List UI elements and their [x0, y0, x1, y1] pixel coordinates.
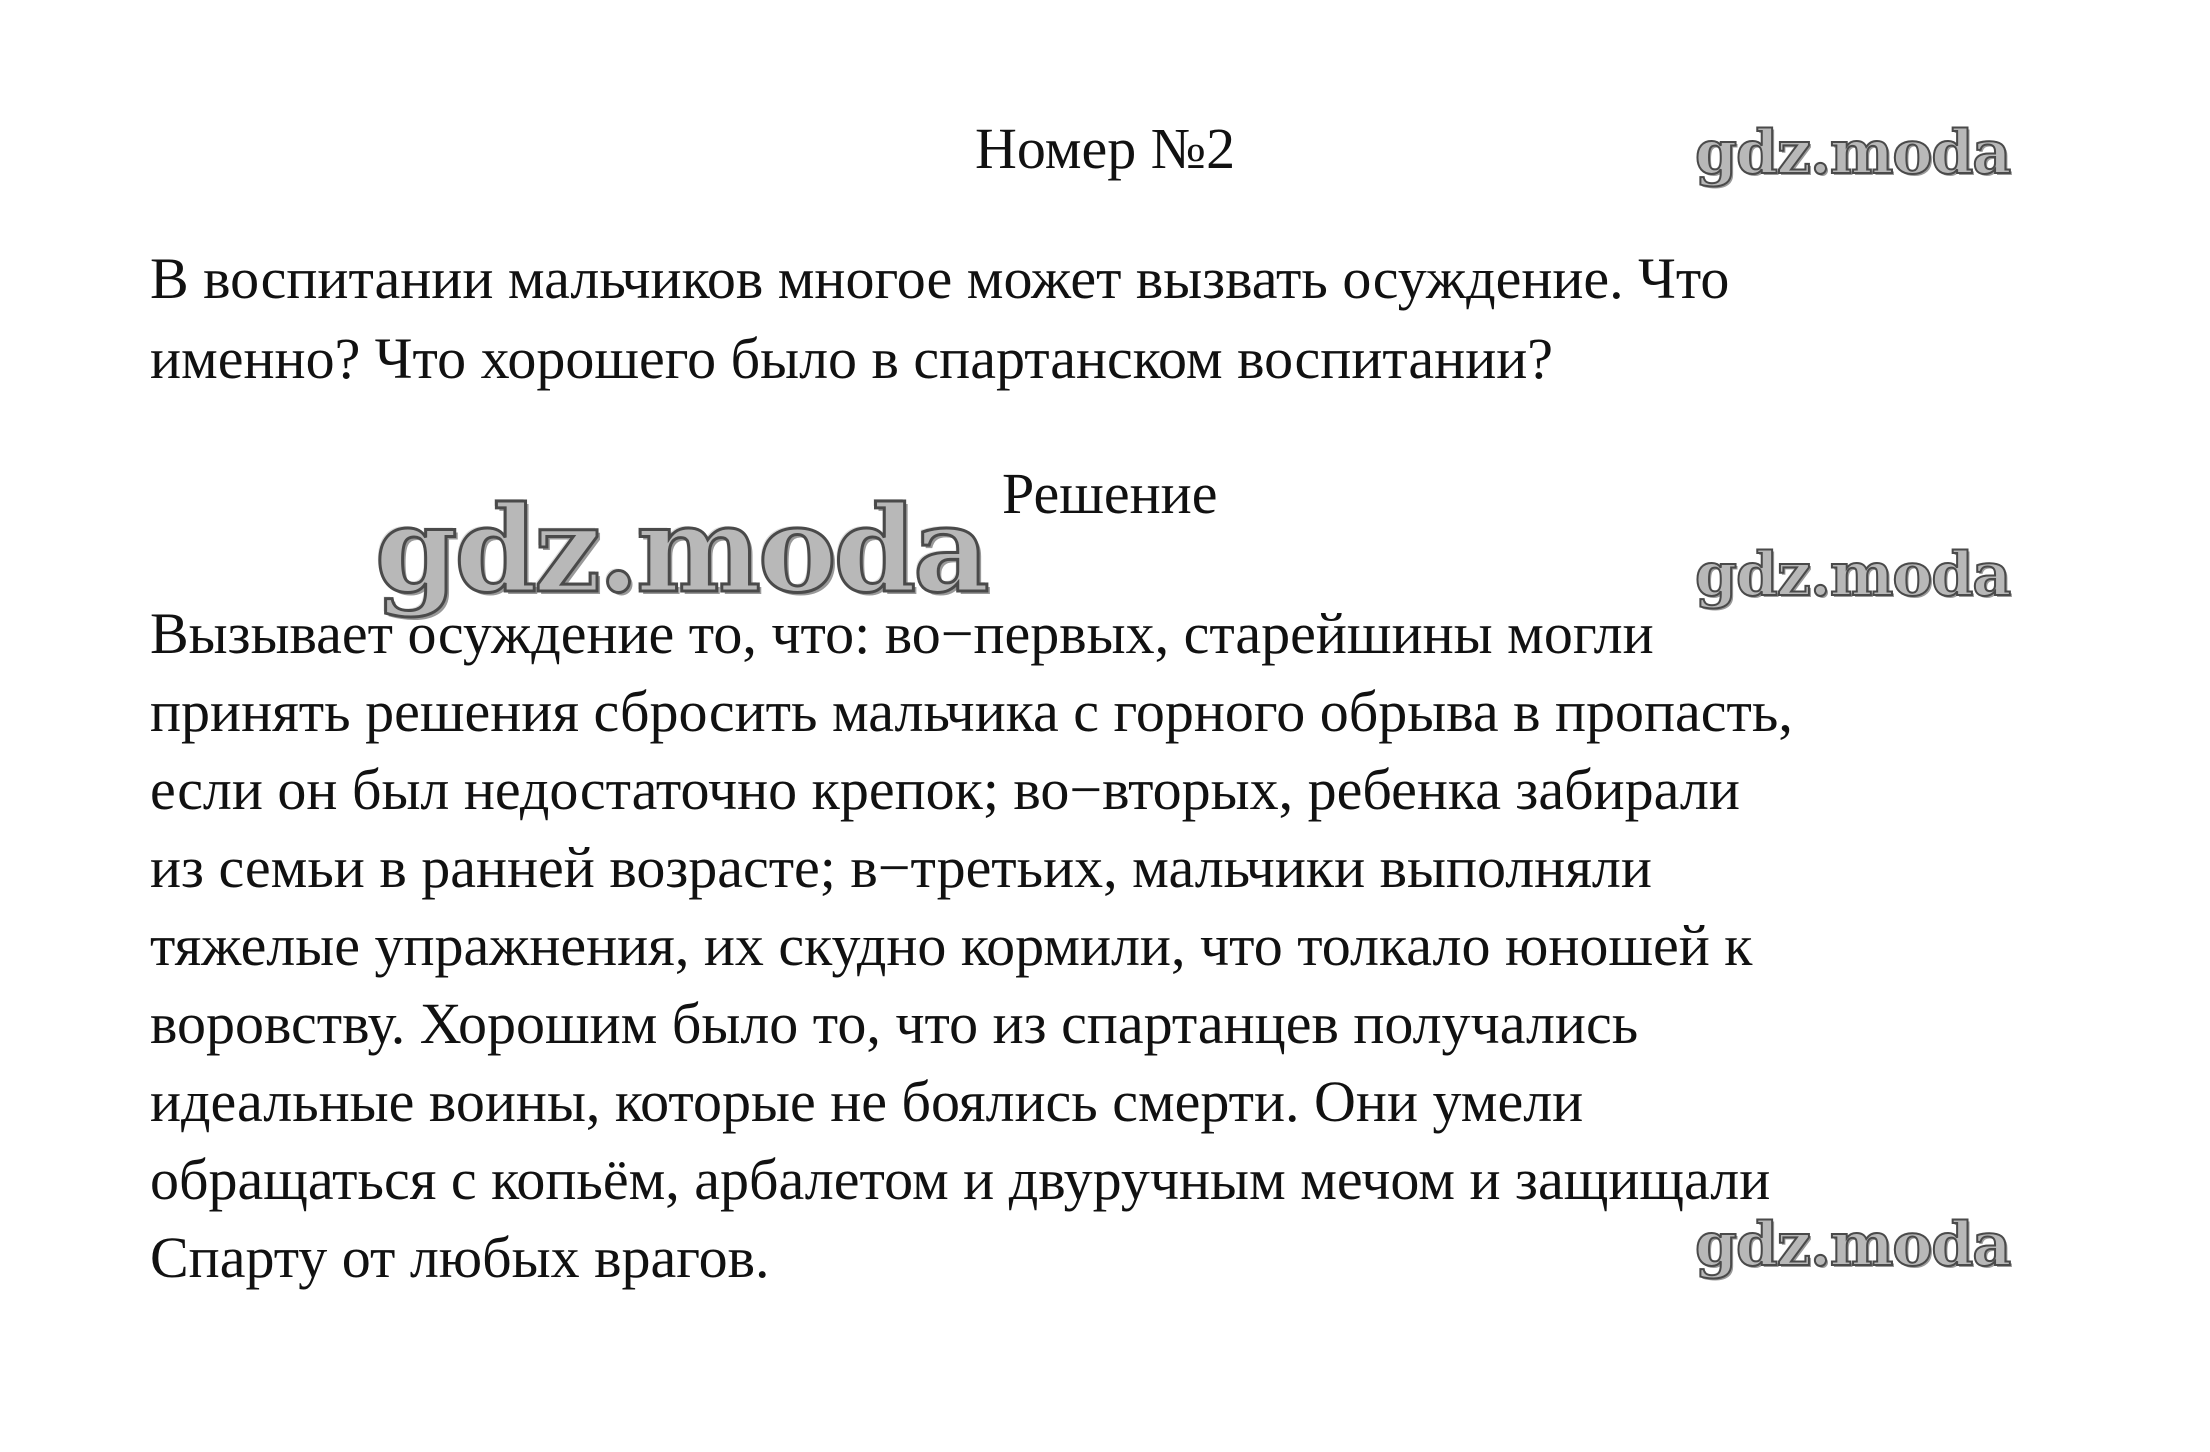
watermark-middle-left: gdz.moda — [375, 480, 987, 619]
answer-line: тяжелые упражнения, их скудно кормили, что толкало юношей к — [150, 913, 1753, 978]
answer-line: воровству. Хорошим было то, что из спартанцев получались — [150, 991, 1639, 1056]
watermark-top-right: gdz.moda — [1695, 118, 2011, 188]
watermark-bottom-right: gdz.moda — [1695, 1210, 2011, 1280]
answer-line: из семьи в ранней возрасте; в−третьих, мальчики выполняли — [150, 835, 1652, 900]
answer-line: принять решения сбросить мальчика с горного обрыва в пропасть, — [150, 679, 1793, 744]
answer-line: Вызывает осуждение то, что: во−первых, старейшины могли — [150, 601, 1654, 666]
watermark-middle-right: gdz.moda — [1695, 540, 2011, 610]
question-line: В воспитании мальчиков многое может вызвать осуждение. Что — [150, 246, 1730, 311]
question-line: именно? Что хорошего было в спартанском воспитании? — [150, 326, 1554, 391]
answer-line: если он был недостаточно крепок; во−вторых, ребенка забирали — [150, 757, 1740, 822]
page-title: Номер №2 — [975, 116, 1236, 181]
solution-heading: Решение — [1002, 461, 1218, 526]
answer-line: Спарту от любых врагов. — [150, 1225, 770, 1290]
answer-line: обращаться с копьём, арбалетом и двуручным мечом и защищали — [150, 1147, 1771, 1212]
answer-line: идеальные воины, которые не боялись смерти. Они умели — [150, 1069, 1584, 1134]
